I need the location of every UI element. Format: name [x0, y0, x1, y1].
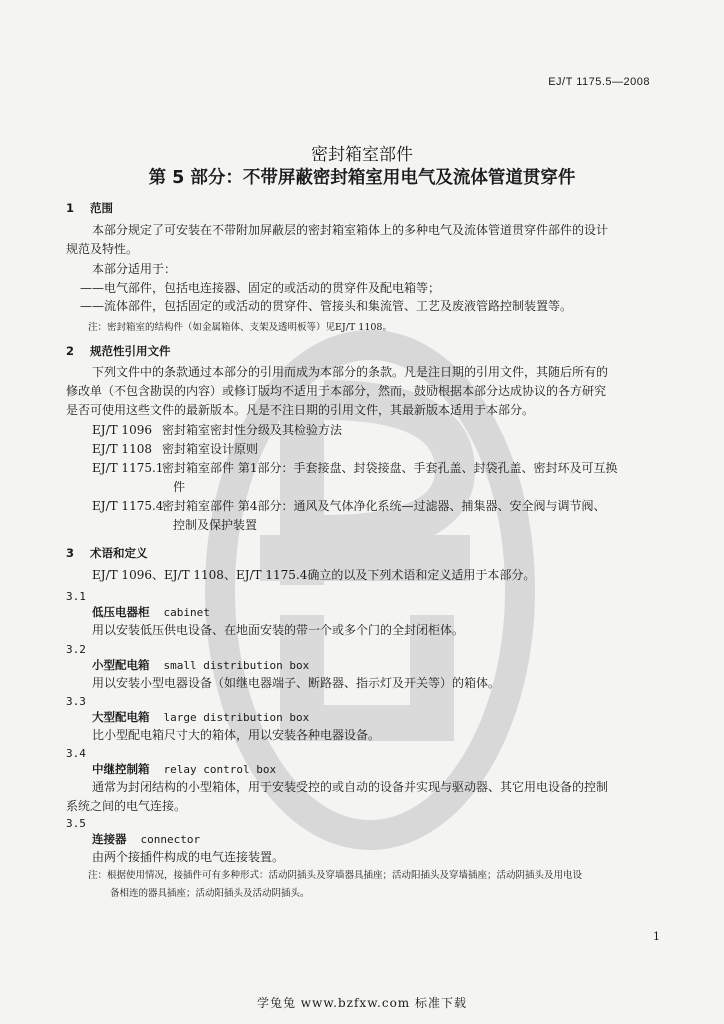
- reference-title-continued: 控制及保护装置: [173, 518, 258, 532]
- reference-title-continued: 件: [173, 480, 186, 494]
- paragraph: 下列文件中的条款通过本部分的引用而成为本部分的条款。凡是注日期的引用文件，其随后所有的: [92, 365, 609, 379]
- term-en: cabinet: [163, 606, 210, 619]
- reference-item: [92, 440, 258, 459]
- term-number: 3.4: [66, 747, 86, 760]
- document-title: 密封箱室部件: [311, 145, 413, 165]
- term-zh: 小型配电箱: [92, 658, 150, 672]
- footer-watermark-text: 学兔兔 www.bzfxw.com 标准下载: [256, 996, 468, 1010]
- note: 备相连的器具插座；活动阳插头及活动阴插头。: [110, 888, 310, 899]
- reference-item: [92, 421, 342, 440]
- term-heading: [92, 760, 276, 779]
- term-en: connector: [140, 833, 201, 846]
- standard-number: EJ/T 1175.5—2008: [548, 76, 650, 88]
- note: 注：密封箱室的结构件（如金属箱体、支架及透明板等）见EJ/T 1108。: [88, 322, 392, 333]
- list-item: ——电气部件，包括电连接器、固定的或活动的贯穿件及配电箱等；: [80, 281, 441, 295]
- paragraph: 修改单（不包含勘误的内容）或修订版均不适用于本部分，然而，鼓励根据本部分达成协议的各方研究: [66, 384, 607, 398]
- term-number: 3.2: [66, 643, 86, 656]
- reference-item: [92, 459, 617, 478]
- paragraph: 是否可使用这些文件的最新版本。凡是不注日期的引用文件，其最新版本适用于本部分。: [66, 403, 535, 417]
- term-number: 3.1: [66, 590, 86, 603]
- term-number: 3.3: [66, 695, 86, 708]
- section-number: 3: [66, 546, 75, 560]
- list-item: ——流体部件，包括固定的或活动的贯穿件、管接头和集流管、工艺及废液管路控制装置等。: [80, 299, 573, 313]
- section-title: 术语和定义: [90, 546, 148, 560]
- term-en: small distribution box: [163, 659, 310, 672]
- reference-code: EJ/T 1175.4: [92, 499, 164, 513]
- section-title: 范围: [90, 201, 113, 215]
- page-number: 1: [653, 930, 660, 943]
- reference-title: 密封箱室设计原则: [162, 442, 259, 456]
- term-number: 3.5: [66, 817, 86, 830]
- paragraph: 规范及特性。: [66, 242, 139, 256]
- reference-code: EJ/T 1096: [92, 423, 152, 437]
- term-definition: 比小型配电箱尺寸大的箱体，用以安装各种电器设备。: [92, 728, 381, 742]
- term-en: large distribution box: [163, 711, 310, 724]
- term-heading: [92, 656, 309, 675]
- paragraph: EJ/T 1096、EJ/T 1108、EJ/T 1175.4确立的以及下列术语和定义适用于本部分。: [92, 568, 536, 582]
- term-definition: 系统之间的电气连接。: [66, 799, 187, 813]
- paragraph: 本部分适用于：: [92, 262, 177, 276]
- term-definition: 用以安装低压供电设备、在地面安装的带一个或多个门的全封闭柜体。: [92, 623, 465, 637]
- paragraph: 本部分规定了可安装在不带附加屏蔽层的密封箱室箱体上的多种电气及流体管道贯穿件部件的设计: [92, 223, 609, 237]
- note: 注：根据使用情况，接插件可有多种形式：活动阴插头及穿墙器具插座；活动阳插头及穿墙插座；活动阴插头及用电设: [88, 870, 583, 881]
- section-heading-terms: [66, 544, 148, 563]
- reference-code: EJ/T 1108: [92, 442, 152, 456]
- term-zh: 大型配电箱: [92, 710, 150, 724]
- reference-code: EJ/T 1175.1: [92, 461, 164, 475]
- section-number: 2: [66, 344, 75, 358]
- term-heading: [92, 830, 200, 849]
- section-title: 规范性引用文件: [90, 344, 171, 358]
- term-heading: [92, 603, 210, 622]
- section-heading-normative-refs: [66, 342, 171, 361]
- term-zh: 低压电器柜: [92, 605, 150, 619]
- term-definition: 通常为封闭结构的小型箱体，用于安装受控的或自动的设备并实现与驱动器、其它用电设备的控制: [92, 780, 609, 794]
- section-number: 1: [66, 201, 75, 215]
- term-definition: 用以安装小型电器设备（如继电器端子、断路器、指示灯及开关等）的箱体。: [92, 676, 501, 690]
- reference-title: 密封箱室部件 第4部分：通风及气体净化系统—过滤器、捕集器、安全阀与调节阀、: [162, 499, 606, 513]
- document-subtitle: 第 5 部分：不带屏蔽密封箱室用电气及流体管道贯穿件: [148, 168, 576, 188]
- reference-item: [92, 497, 605, 516]
- reference-title: 密封箱室部件 第1部分：手套接盘、封袋接盘、手套孔盖、封袋孔盖、密封环及可互换: [162, 461, 618, 475]
- term-zh: 连接器: [92, 832, 127, 846]
- term-heading: [92, 708, 309, 727]
- reference-title: 密封箱室密封性分级及其检验方法: [162, 423, 343, 437]
- term-en: relay control box: [163, 763, 277, 776]
- term-definition: 由两个接插件构成的电气连接装置。: [92, 850, 285, 864]
- term-zh: 中继控制箱: [92, 762, 150, 776]
- section-heading-scope: [66, 199, 113, 218]
